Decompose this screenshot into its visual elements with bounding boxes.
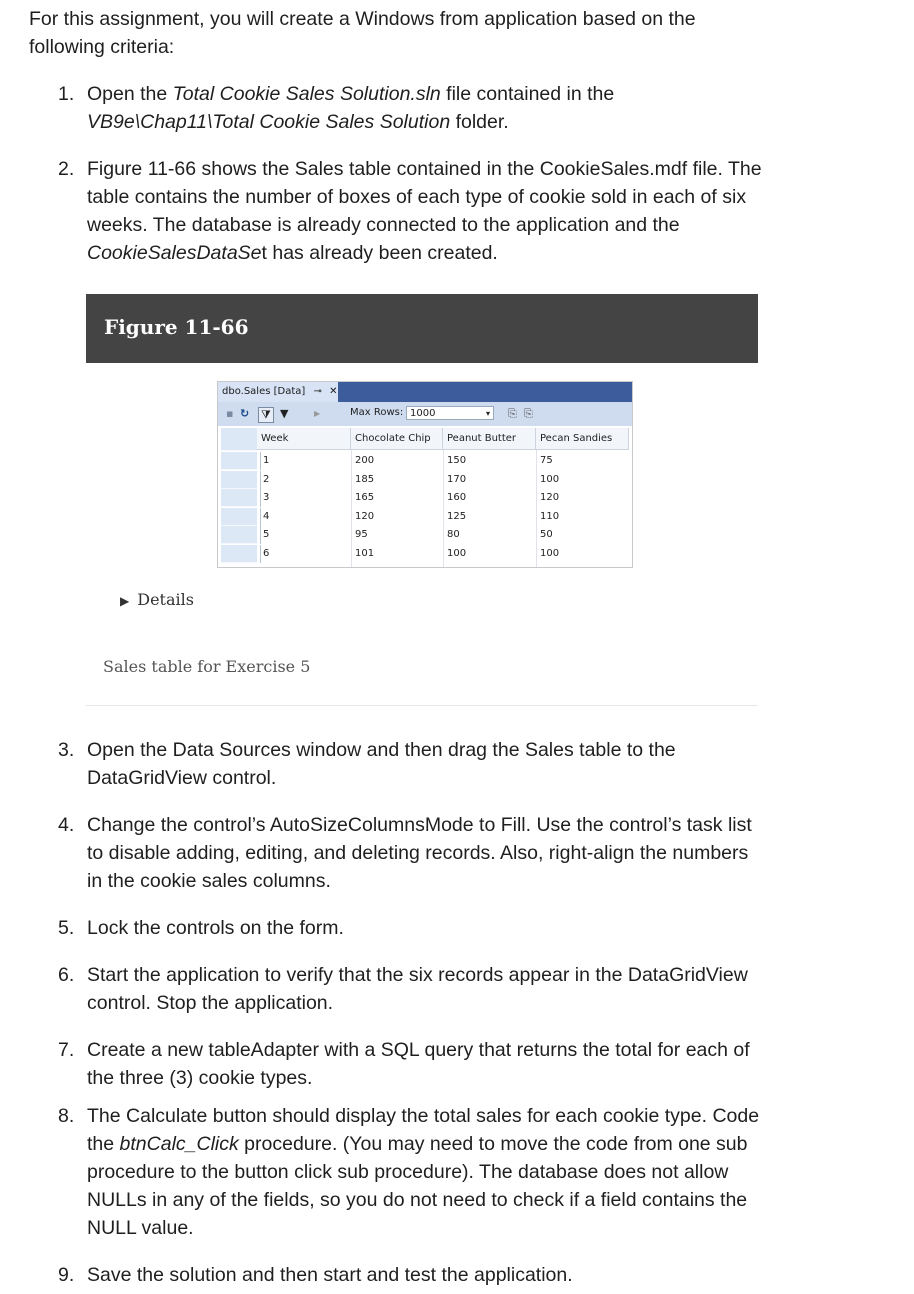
cell-chocolate-chip: 101 [355, 548, 375, 559]
cell-peanut-butter: 160 [447, 492, 467, 504]
step-number: 6. [58, 964, 75, 986]
figure-title: Figure 11-66 [104, 315, 249, 339]
cell-chocolate-chip: 120 [355, 510, 375, 522]
step-text: file contained in the [440, 83, 615, 105]
step-text: procedure. (You may need to move the code from one sub procedure to the button click sub procedure). The database does not allow NULLs in any of the fields, so you do not need to check if a field contains the NULL value. [87, 1133, 748, 1239]
cell-pecan-sandies: 75 [540, 455, 553, 466]
step-text: Open the [87, 83, 173, 105]
play-icon: ▶ [314, 409, 321, 418]
step-text: t has already been created. [261, 242, 498, 264]
file-name: Total Cookie Sales Solution.sln [172, 83, 441, 105]
step-number: 9. [58, 1264, 75, 1286]
step-text: Lock the controls on the form. [87, 917, 344, 939]
sales-grid [218, 426, 632, 567]
dropdown-arrow-icon: ▾ [486, 409, 491, 418]
procedure-name: btnCalc_Click [119, 1133, 239, 1155]
cell-pecan-sandies: 100 [540, 473, 560, 485]
sales-table-screenshot [217, 381, 633, 568]
cell-week: 5 [260, 526, 269, 544]
refresh-icon: ↻ [240, 407, 250, 420]
cell-pecan-sandies: 110 [540, 510, 560, 522]
step-text: Create a new tableAdapter with a SQL query that returns the total for each of the three (3) cookie types. [87, 1039, 750, 1089]
row-header [221, 489, 257, 507]
cell-peanut-butter: 170 [447, 473, 467, 485]
step-number: 5. [58, 917, 75, 939]
cell-pecan-sandies: 120 [540, 492, 560, 504]
row-header [221, 508, 257, 526]
cell-week: 2 [260, 471, 269, 489]
step-number: 4. [58, 814, 75, 836]
document-tab [218, 382, 338, 402]
grip-icon: ▪ [226, 407, 234, 420]
cell-peanut-butter: 80 [447, 529, 460, 541]
step-text: The Calculate button should display the total sales for each cookie type. Code the [87, 1105, 760, 1155]
folder-path: VB9e\Chap11\Total Cookie Sales Solution [87, 111, 451, 133]
filter-sort-icon: ⧩ [258, 407, 274, 423]
figure-caption: Sales table for Exercise 5 [103, 657, 311, 676]
cell-chocolate-chip: 200 [355, 455, 375, 466]
step-number: 1. [58, 83, 75, 105]
cell-week: 6 [260, 545, 269, 563]
cell-pecan-sandies: 100 [540, 548, 560, 559]
cell-week: 1 [260, 452, 269, 470]
divider [86, 705, 758, 706]
details-toggle[interactable] [120, 590, 194, 609]
step-text: Change the control’s AutoSizeColumnsMode to Fill. Use the control’s task list to disable adding, editing, and deleting records. Also, right-align the numbers in the cookie sales columns. [87, 814, 752, 892]
cell-chocolate-chip: 165 [355, 492, 375, 504]
data-toolbar [218, 402, 632, 426]
column-header-pecan-sandies: Pecan Sandies [536, 428, 629, 450]
pin-icon: ⊸ [313, 386, 322, 397]
step-number: 2. [58, 158, 75, 180]
row-header [221, 471, 257, 489]
row-header [221, 526, 257, 544]
cell-peanut-butter: 125 [447, 510, 467, 522]
caret-right-icon: ▶ [120, 594, 130, 608]
script-icon: ⎘ [508, 407, 517, 420]
cell-chocolate-chip: 185 [355, 473, 375, 485]
figure-header [86, 294, 758, 363]
step-text: Open the Data Sources window and then drag the Sales table to the DataGridView control. [87, 739, 676, 789]
row-header [221, 545, 257, 563]
filter-icon: ▼ [280, 407, 289, 420]
column-header-chocolate-chip: Chocolate Chip [351, 428, 443, 450]
step-number: 8. [58, 1105, 75, 1127]
cell-week: 4 [260, 508, 269, 526]
column-divider [351, 450, 352, 567]
grid-corner [221, 428, 257, 451]
column-header-week: Week [257, 428, 351, 450]
row-header [221, 452, 257, 470]
details-label: Details [137, 590, 194, 609]
step-text: Figure 11-66 shows the Sales table contained in the CookieSales.mdf file. The table contains the number of boxes of each type of cookie sold in each of six weeks. The database is already connected to the application and the [87, 158, 762, 236]
step-text: Start the application to verify that the six records appear in the DataGridView control. Stop the application. [87, 964, 748, 1014]
step-number: 3. [58, 739, 75, 761]
column-divider [443, 450, 444, 567]
step-number: 7. [58, 1039, 75, 1061]
max-rows-label: Max Rows: [350, 407, 404, 418]
cell-chocolate-chip: 95 [355, 529, 368, 541]
close-icon: ✕ [329, 386, 338, 397]
script-file-icon: ⎘ [524, 407, 533, 420]
cell-pecan-sandies: 50 [540, 529, 553, 541]
column-divider [536, 450, 537, 567]
cell-week: 3 [260, 489, 269, 507]
cell-peanut-butter: 150 [447, 455, 467, 466]
column-header-peanut-butter: Peanut Butter [443, 428, 536, 450]
step-text: Save the solution and then start and test the application. [87, 1264, 573, 1286]
step-text: folder. [450, 111, 509, 133]
intro-text: For this assignment, you will create a Windows from application based on the following criteria: [29, 8, 696, 58]
cell-peanut-butter: 100 [447, 548, 467, 559]
max-rows-input: 1000 [406, 406, 494, 420]
dataset-name: CookieSalesDataSe [87, 242, 262, 264]
tab-label: dbo.Sales [Data] [222, 386, 306, 397]
document-tab-bar [218, 382, 632, 402]
